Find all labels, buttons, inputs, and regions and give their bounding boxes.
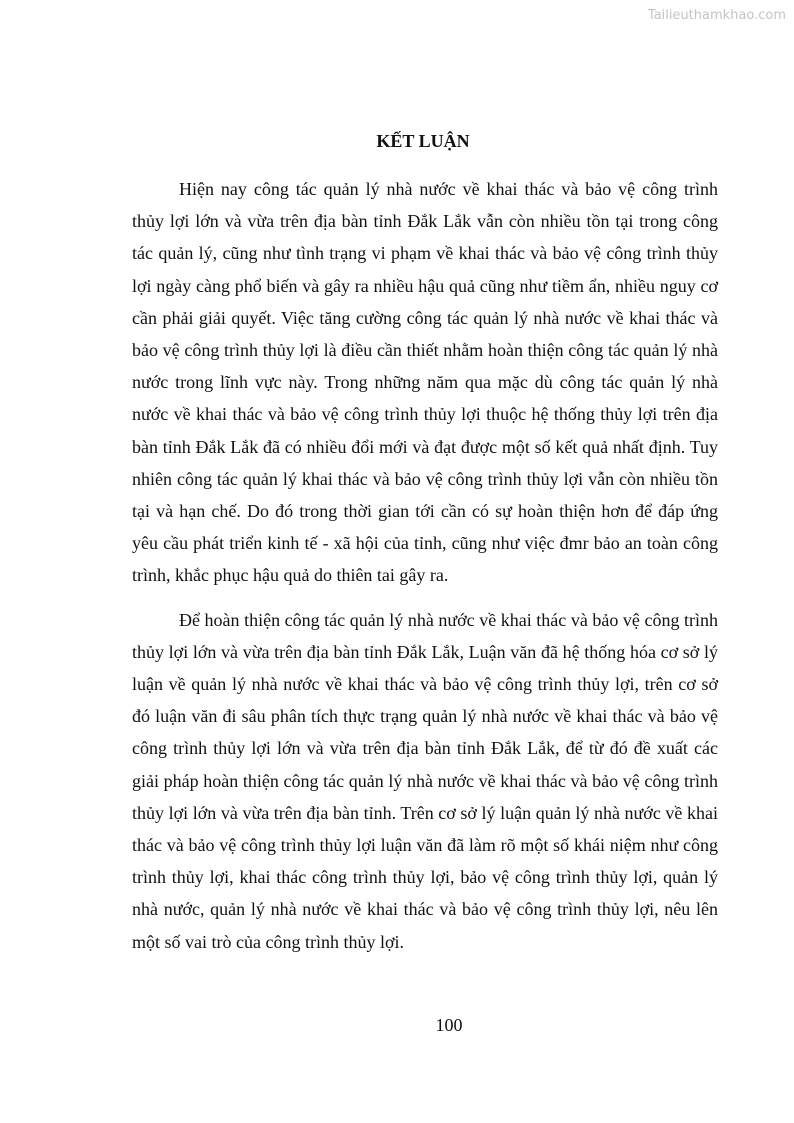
body-text — [132, 173, 718, 970]
watermark: Tailieuthamkhao.com — [647, 8, 786, 23]
page-title: KẾT LUẬN — [376, 131, 470, 151]
page-number: 100 — [435, 1015, 463, 1035]
paragraph-2: Để hoàn thiện công tác quản lý nhà nước về khai thác và bảo vệ công trình thủy lợi lớn và vừa trên địa bàn tỉnh Đắk Lắk, Luận văn đã hệ thống hóa cơ sở lý luận về quản lý nhà nước về khai thác và bảo vệ công trình thủy lợi, trên cơ sở đó luận văn đi sâu phân tích thực trạng quản lý nhà nước về khai thác và bảo vệ công trình thủy lợi lớn và vừa trên địa bàn tỉnh Đắk Lắk, để từ đó đề xuất các giải pháp hoàn thiện công tác quản lý nhà nước về khai thác và bảo vệ công trình thủy lợi lớn và vừa trên địa bàn tỉnh. Trên cơ sở lý luận quản lý nhà nước về khai thác và bảo vệ công trình thủy lợi luận văn đã làm rõ một số khái niệm như công trình thủy lợi, khai thác công trình thủy lợi, bảo vệ công trình thủy lợi, quản lý nhà nước, quản lý nhà nước về khai thác và bảo vệ công trình thủy lợi, nêu lên một số vai trò của công trình thủy lợi. — [132, 609, 718, 952]
paragraph-1: Hiện nay công tác quản lý nhà nước về khai thác và bảo vệ công trình thủy lợi lớn và vừa trên địa bàn tỉnh Đắk Lắk vẫn còn nhiều tồn tại trong công tác quản lý, cũng như tình trạng vi phạm về khai thác và bảo vệ công trình thủy lợi ngày càng phổ biến và gây ra nhiều hậu quả cũng như tiềm ẩn, nhiều nguy cơ cần phải giải quyết. Việc tăng cường công tác quản lý nhà nước về khai thác và bảo vệ công trình thủy lợi là điều cần thiết nhằm hoàn thiện công tác quản lý nhà nước trong lĩnh vực này. Trong những năm qua mặc dù công tác quản lý nhà nước về khai thác và bảo vệ công trình thủy lợi thuộc hệ thống thủy lợi trên địa bàn tỉnh Đắk Lắk đã có nhiều đổi mới và đạt được một số kết quả nhất định. Tuy nhiên công tác quản lý khai thác và bảo vệ công trình thủy lợi vẫn còn nhiều tồn tại và hạn chế. Do đó trong thời gian tới cần có sự hoàn thiện hơn để đáp ứng yêu cầu phát triển kinh tế - xã hội của tỉnh, cũng như việc đmr bảo an toàn công trình, khắc phục hậu quả do thiên tai gây ra. — [132, 179, 718, 586]
